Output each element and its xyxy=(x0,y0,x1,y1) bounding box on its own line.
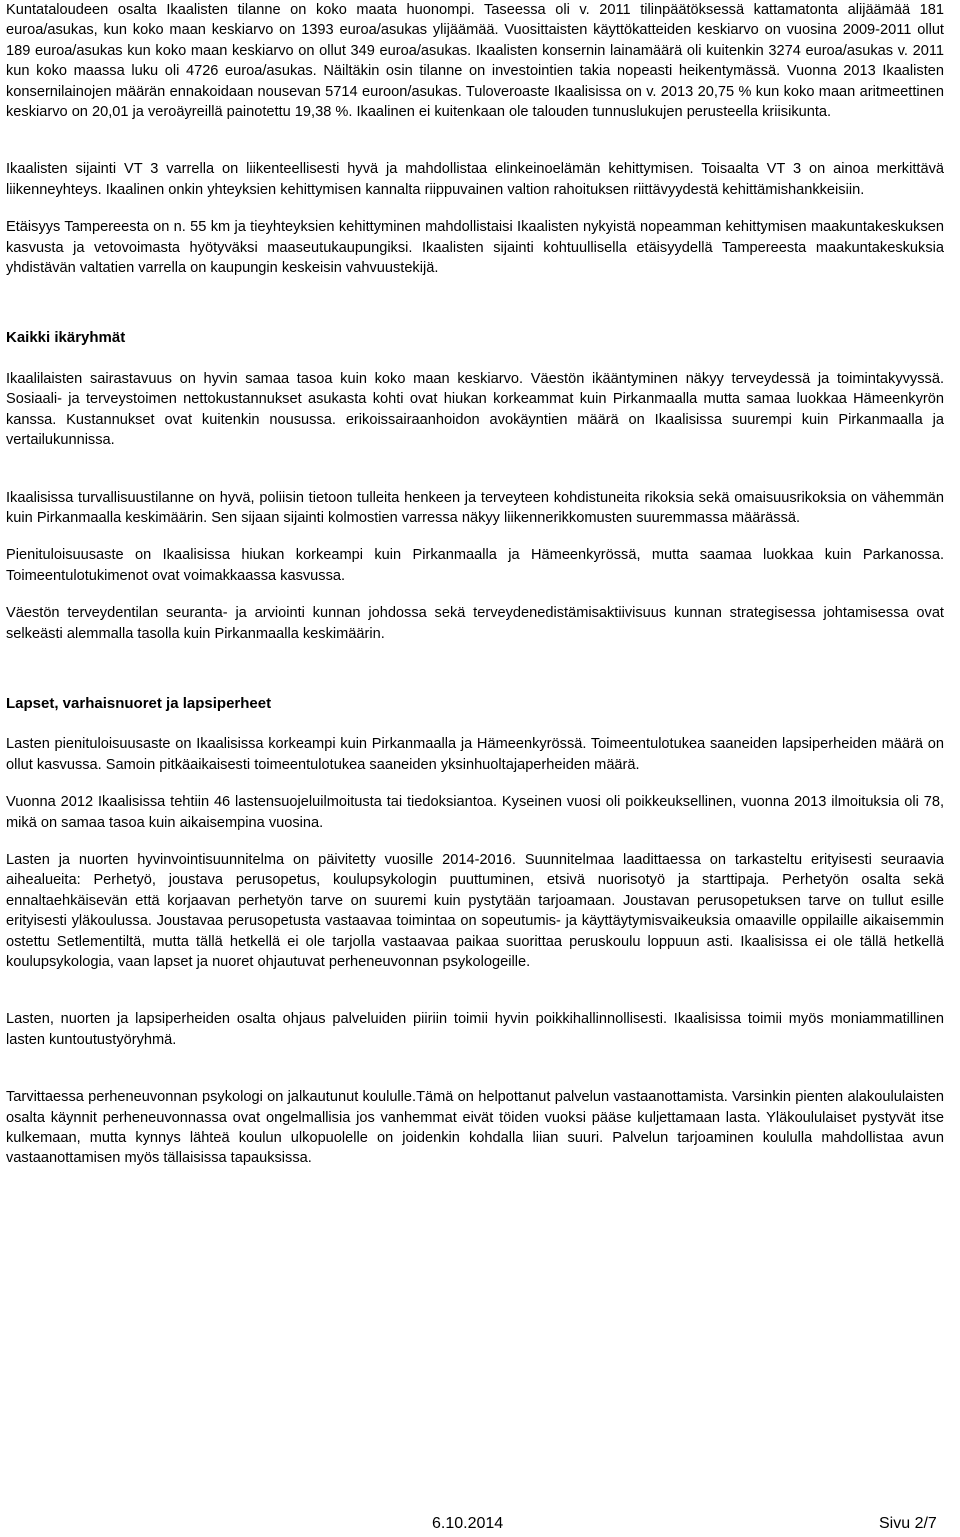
children-paragraph-guidance: Lasten, nuorten ja lapsiperheiden osalta ohjaus palveluiden piiriin toimii hyvin poikkihallinnollisesti. Ikaalisissa toimii myös moniammatillinen lasten kuntoutustyöryhmä. xyxy=(6,1011,944,1048)
finance-paragraph: Kuntataloudeen osalta Ikaalisten tilanne on koko maata huonompi. Taseessa oli v. 2011 tilinpäätöksessä kattamatonta alijäämää 181 euroa/asukas, kun koko maan keskiarvo on 1393 euroa/asukas ylijäämää. Vuosittaisten käyttökatteiden keskiarvo on vuosina 2009-2011 ollut 189 euroa/asukas kun koko maan keskiarvo on ollut 349 euroa/asukas. Ikaalisten konsernin lainamäärä oli kuitenkin 3274 euroa/asukas v. 2011 kun koko maassa luku oli 4726 euroa/asukas. Näiltäkin osin tilanne on investointien takia nopeasti heikentymässä. Vuonna 2013 Ikaalisten konsernilainojen määrän ennakoidaan nousevan 5714 euroon/asukas. Tuloveroaste Ikaalisissa on v. 2013 20,75 % kun koko maan aritmeettinen keskiarvo on 20,01 ja veroäyreillä painotettu 19,38 %. Ikaalinen ei kuitenkaan ole talouden tunnuslukujen perusteella kriisikunta. xyxy=(6,2,944,121)
section-heading-all-ages: Kaikki ikäryhmät xyxy=(6,329,126,347)
all-ages-paragraph-safety: Ikaalisissa turvallisuustilanne on hyvä, poliisin tietoon tulleita henkeen ja terveyteen kohdistuneita rikoksia sekä omaisuusrikoksia on vähemmän kuin Pirkanmaalla keskimäärin. Sen sijaan sijainti kolmostien varressa näkyy liikennerikkomusten suuremmassa määrässä. xyxy=(6,489,944,526)
footer-date: 6.10.2014 xyxy=(432,1515,504,1532)
all-ages-paragraph-low-income: Pienituloisuusaste on Ikaalisissa hiukan korkeampi kuin Pirkanmaalla ja Hämeenkyrössä, mutta saamaa luokkaa kuin Parkanossa. Toimeentulotukimenot ovat voimakkaassa kasvussa. xyxy=(6,547,944,584)
children-paragraph-low-income: Lasten pienituloisuusaste on Ikaalisissa korkeampi kuin Pirkanmaalla ja Hämeenkyrössä. Toimeentulotukea saaneiden lapsiperheiden määrä on ollut kasvussa. Samoin pitkäaikaisesti toimeentulotukea saaneiden yksinhuoltajaperheiden määrä. xyxy=(6,736,944,773)
children-paragraph-wellbeing-plan: Lasten ja nuorten hyvinvointisuunnitelma on päivitetty vuosille 2014-2016. Suunnitelmaa laadittaessa on tarkasteltu erityisesti seuraavia aihealueita: Perhetyö, joustava perusopetus, koulupsykologin puuttuminen, etsivä nuorisotyö ja starttipaja. Perhetyön osalta sekä ennaltaehkäisevän että korjaavan perhetyön tarve on suuremi kuin pystytään tarjoamaan. Joustavan perusopetuksen tarve on tullut esille erityisesti yläkoulussa. Joustavaa perusopetusta vastaavaa toimintaa on sopeutumis- ja käyttäytymisvaikeuksia omaaville oppilaille aikaisemmin ostettu Setlementiltä, mutta tällä hetkellä ei ole tarjolla vastaavaa paikaa suorittaa peruskoulu loppuun asti. Ikaalisissa ei ole tällä hetkellä koulupsykologia, vaan lapset ja nuoret ohjautuvat perheneuvonnan psykologeille. xyxy=(6,851,944,970)
section-heading-children: Lapset, varhaisnuoret ja lapsiperheet xyxy=(6,694,272,712)
location-paragraph: Ikaalisten sijainti VT 3 varrella on liikenteellisesti hyvä ja mahdollistaa elinkeinoelämän kehittymisen. Toisaalta VT 3 on ainoa merkittävä liikenneyhteys. Ikaalinen onkin yhteyksien kehittymisen kannalta riippuvainen valtion rahoituksen riittävyydestä kehittämishankkeisiin. xyxy=(6,161,944,198)
distance-paragraph: Etäisyys Tampereesta on n. 55 km ja tieyhteyksien kehittyminen mahdollistaisi Ikaalisten nykyistä nopeamman kehittymisen maakuntakeskuksen kasvusta ja vetovoimasta hyötyväksi maaseutukaupungiksi. Ikaalisten sijainti kohtuullisella etäisyydellä Tampereesta maakuntakeskuksia yhdistävän valtatien varrella on kaupungin keskeisin vahvuustekijä. xyxy=(6,219,944,277)
page-content xyxy=(6,0,944,1169)
footer-page-number: Sivu 2/7 xyxy=(879,1515,937,1532)
all-ages-paragraph-monitoring: Väestön terveydentilan seuranta- ja arviointi kunnan johdossa sekä terveydenedistämisaktiivisuus kunnan strategisessa johtamisessa ovat selkeästi alemmalla tasolla kuin Pirkanmaalla keskimäärin. xyxy=(6,605,944,642)
children-paragraph-family-counselling: Tarvittaessa perheneuvonnan psykologi on jalkautunut koululle.Tämä on helpottanut palvelun vastaanottamista. Varsinkin pienten alakoululaisten osalta käynnit perheneuvonnassa ovat ongelmallisia jos vanhemmat eivät töiden vuoksi pääse kuljettamaan lasta. Yläkoululaiset pystyvät itse kulkemaan, mutta kynnys lähteä koulun ulkopuolelle on joidenkin kohdalla liian suuri. Palvelun tarjoaminen koululla mahdollistaa avun vastaanottamisen myös tällaisissa tapauksissa. xyxy=(6,1089,944,1167)
all-ages-paragraph-health: Ikaalilaisten sairastavuus on hyvin samaa tasoa kuin koko maan keskiarvo. Väestön ikääntyminen näkyy terveydessä ja toimintakyvyssä. Sosiaali- ja terveystoimen nettokustannukset asukasta kohti ovat hiukan korkeammat kuin Pirkanmaalla mutta samaa luokkaa Hämeenkyrön kanssa. Kustannukset ovat kuitenkin nousussa. erikoissairaanhoidon avokäyntien määrä on Ikaalisissa suurempi kuin Pirkanmaalla ja vertailukunnissa. xyxy=(6,370,944,449)
children-paragraph-child-welfare: Vuonna 2012 Ikaalisissa tehtiin 46 lastensuojeluilmoitusta tai tiedoksiantoa. Kyseinen vuosi oli poikkeuksellinen, vuonna 2013 ilmoituksia oli 78, mikä on samaa tasoa kuin aikaisempina vuosina. xyxy=(6,794,944,831)
